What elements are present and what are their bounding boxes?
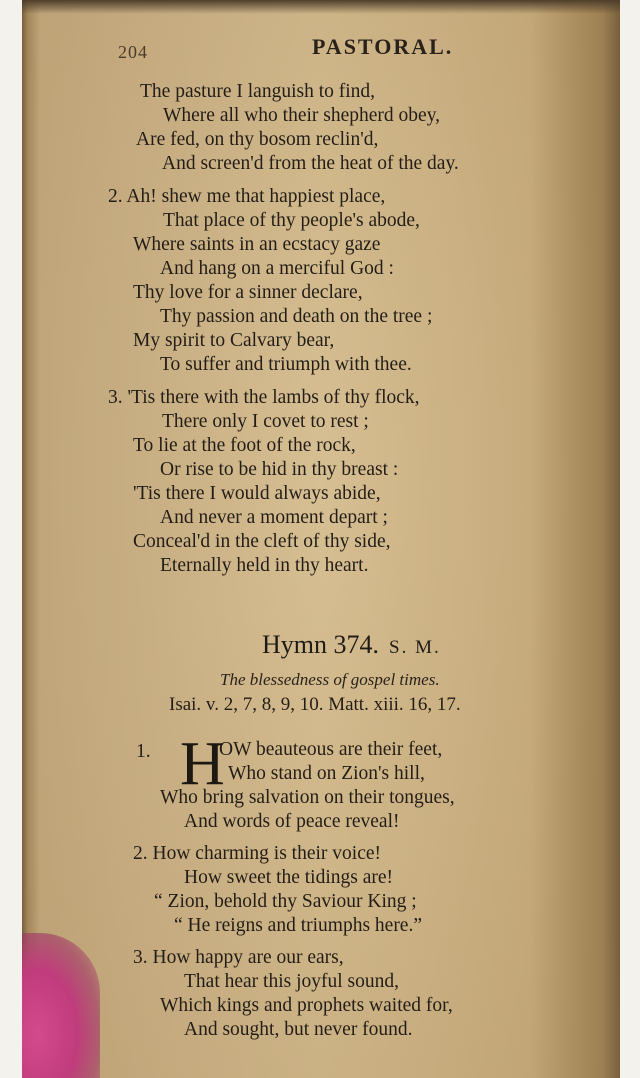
running-head [22,34,620,64]
hymn-heading [262,630,441,660]
verse-line: And screen'd from the heat of the day. [162,153,459,174]
verse-line: And sought, but never found. [184,1019,413,1040]
verse-line: OW beauteous are their feet, [219,739,443,760]
verse-line: “ Zion, behold thy Saviour King ; [154,891,417,912]
hymn-meter: S. M. [389,637,441,658]
verse-line: Which kings and prophets waited for, [160,995,453,1016]
verse-line: Or rise to be hid in thy breast : [160,459,399,480]
verse-line: 3. How happy are our ears, [133,947,344,968]
verse-line: My spirit to Calvary bear, [133,330,335,351]
verse-line: And never a moment depart ; [160,507,388,528]
page-top-shadow [22,0,620,14]
verse-line: Who stand on Zion's hill, [228,763,425,784]
drop-cap-letter: H [180,730,225,798]
verse-line: How sweet the tidings are! [184,867,394,888]
verse-line: And hang on a merciful God : [160,258,394,279]
verse-line: The pasture I languish to find, [140,81,376,102]
verse-line: Thy passion and death on the tree ; [160,306,433,327]
hymn-subtitle: The blessedness of gospel times. [220,670,440,689]
verse-line: Eternally held in thy heart. [160,555,369,576]
verse-line: To suffer and triumph with thee. [160,354,412,375]
verse-line: Thy love for a sinner declare, [133,282,363,303]
verse-line: 'Tis there I would always abide, [133,483,381,504]
verse-line: Where all who their shepherd obey, [163,105,441,126]
verse-line: That place of thy people's abode, [163,210,420,231]
verse-line: Conceal'd in the cleft of thy side, [133,531,391,552]
page-number: 204 [118,42,148,62]
verse-line: 3. 'Tis there with the lambs of thy flock, [108,387,420,408]
verse-line: Are fed, on thy bosom reclin'd, [136,129,379,150]
verse-number: 1. [136,741,151,762]
pink-stain [22,933,100,1078]
hymn-title: Hymn 374. [262,630,379,659]
verse-line: Who bring salvation on their tongues, [160,787,455,808]
running-head-title: PASTORAL. [312,34,454,59]
verse-line: Where saints in an ecstacy gaze [133,234,381,255]
verse-line: There only I covet to rest ; [162,411,369,432]
verse-line: 2. Ah! shew me that happiest place, [108,186,386,207]
scripture-references: Isai. v. 2, 7, 8, 9, 10. Matt. xiii. 16, 17. [169,694,461,715]
verse-line: To lie at the foot of the rock, [133,435,356,456]
verse-line: That hear this joyful sound, [184,971,400,992]
verse-line: “ He reigns and triumphs here.” [174,915,422,936]
page-paper [22,0,620,1078]
verse-line: And words of peace reveal! [184,811,400,832]
verse-line: 2. How charming is their voice! [133,843,382,864]
